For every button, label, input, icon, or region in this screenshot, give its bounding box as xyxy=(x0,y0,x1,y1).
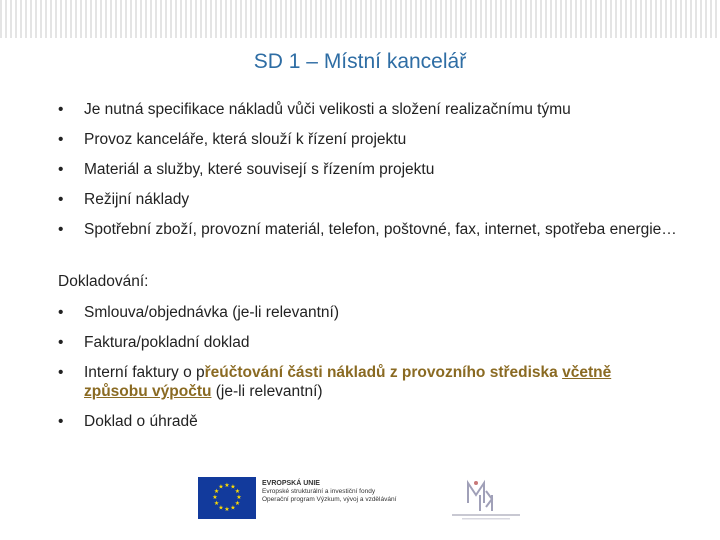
svg-text:★: ★ xyxy=(236,494,242,501)
underlined-highlighted-text: včetně způsobu výpočtu xyxy=(84,364,612,400)
highlighted-text: řeúčtování části nákladů z provozního střediska xyxy=(204,364,563,381)
dokladovani-item xyxy=(58,363,678,401)
svg-text:★: ★ xyxy=(224,506,230,513)
main-bullet-list xyxy=(58,100,678,239)
dokladovani-heading: Dokladování: xyxy=(58,273,149,290)
dokladovani-list xyxy=(58,303,678,431)
item-text: (je-li relevantní) xyxy=(211,383,323,400)
bullet-item: • Režijní náklady xyxy=(58,190,678,209)
item-text: Interní faktury o p xyxy=(84,364,205,381)
eu-funds-line: Evropské strukturální a investiční fondy xyxy=(262,488,376,495)
bullet-item: • Provoz kanceláře, která slouží k řízení projektu xyxy=(58,130,678,149)
svg-text:★: ★ xyxy=(234,488,241,495)
svg-text:★: ★ xyxy=(224,482,230,489)
bullet-item: • Materiál a služby, které souvisejí s řízením projektu xyxy=(58,160,678,179)
svg-text:★: ★ xyxy=(213,500,220,507)
dokladovani-item: • Smlouva/objednávka (je-li relevantní) xyxy=(58,303,678,322)
svg-text:★: ★ xyxy=(213,488,220,495)
eu-flag-logo xyxy=(198,477,256,519)
footer-logos xyxy=(198,477,538,521)
bullet-item: • Je nutná specifikace nákladů vůči velikosti a složení realizačnímu týmu xyxy=(58,100,678,119)
svg-text:★: ★ xyxy=(212,494,218,501)
dokladovani-item: • Doklad o úhradě xyxy=(58,412,678,431)
dokladovani-item: • Faktura/pokladní doklad xyxy=(58,333,678,352)
eu-title: EVROPSKÁ UNIE xyxy=(262,480,320,487)
bullet-item: • Spotřební zboží, provozní materiál, telefon, poštovné, fax, internet, spotřeba energie… xyxy=(58,220,678,239)
header-pattern-band xyxy=(0,0,720,38)
svg-text:★: ★ xyxy=(230,483,236,491)
slide-title: SD 1 – Místní kancelář xyxy=(253,50,467,73)
eu-program-text xyxy=(262,480,396,504)
svg-text:★: ★ xyxy=(218,504,224,512)
svg-text:★: ★ xyxy=(230,504,236,512)
eu-program-line: Operační program Výzkum, vývoj a vzdělávání xyxy=(262,496,397,503)
svg-text:★: ★ xyxy=(234,500,241,507)
msmt-logo xyxy=(448,477,524,521)
eu-stars-icon xyxy=(198,477,256,519)
svg-text:★: ★ xyxy=(218,483,224,491)
